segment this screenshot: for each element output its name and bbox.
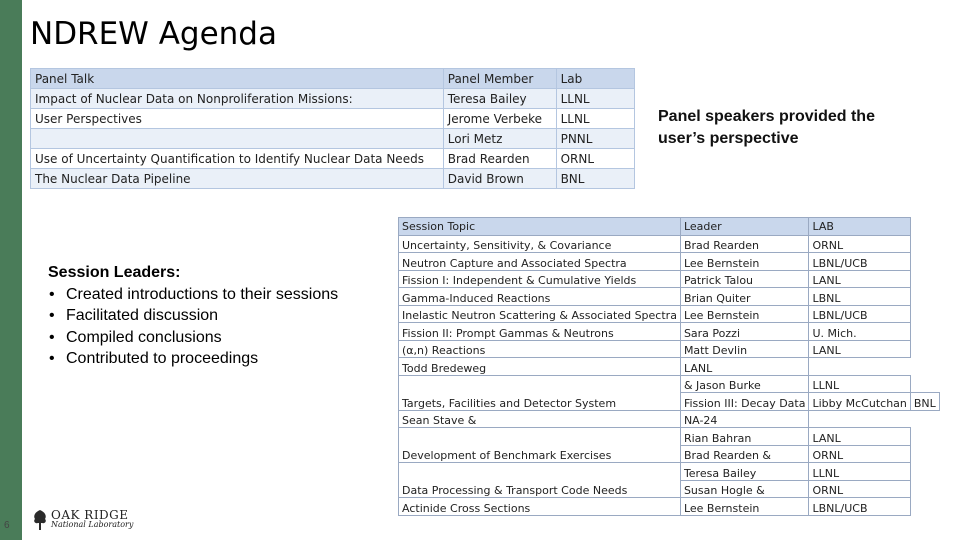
session-cell-lab: LLNL [809,375,910,393]
session-leaders-item: • Contributed to proceedings [48,348,338,370]
session-cell-member: Libby McCutchan [809,393,910,411]
panel-cell-topic: Use of Uncertainty Quantification to Identify Nuclear Data Needs [31,149,444,169]
table-row [31,149,635,169]
session-leaders-block [48,262,338,370]
session-cell-lab: BNL [910,393,939,411]
panel-cell-topic: User Perspectives [31,109,444,129]
session-leaders-item: • Facilitated discussion [48,305,338,327]
session-cell-member: Susan Hogle & [680,480,809,498]
session-leaders-item: • Created introductions to their sessions [48,284,338,306]
session-cell-lab: LBNL/UCB [809,498,910,516]
panel-cell-lab: LLNL [556,89,634,109]
panel-cell-lab: BNL [556,169,634,189]
table-row [399,498,940,516]
table-row [399,358,940,376]
session-cell-topic: (α,n) Reactions [399,340,681,358]
panel-cell-lab: LLNL [556,109,634,129]
session-cell-topic: Development of Benchmark Exercises [399,428,681,463]
slide-number: 6 [4,520,10,531]
session-cell-topic: Uncertainty, Sensitivity, & Covariance [399,235,681,253]
session-leaders-item: • Compiled conclusions [48,327,338,349]
panel-table-body [31,89,635,189]
table-row [31,89,635,109]
session-cell-member: Sara Pozzi [680,323,809,341]
session-cell-member: Teresa Bailey [680,463,809,481]
panel-cell-topic [31,129,444,149]
table-row [399,253,940,271]
session-cell-lab: LLNL [809,463,910,481]
table-row [399,463,940,481]
panel-cell-topic: Impact of Nuclear Data on Nonproliferation Missions: [31,89,444,109]
logo-sub-text: National Laboratory [51,520,134,529]
table-row [399,270,940,288]
table-row [399,305,940,323]
panel-table-header [31,69,635,89]
session-cell-member: Sean Stave & [399,410,681,428]
table-row [399,323,940,341]
session-cell-member: Matt Devlin [680,340,809,358]
session-cell-topic: Data Processing & Transport Code Needs [399,463,681,498]
panel-note: Panel speakers provided the user’s perspective [658,108,875,147]
session-table-body [399,235,940,515]
session-cell-member: Patrick Talou [680,270,809,288]
session-cell-lab: NA-24 [680,410,809,428]
session-cell-member: Lee Bernstein [680,253,809,271]
panel-header-lab: Lab [556,69,634,89]
session-cell-lab: LBNL/UCB [809,253,910,271]
session-cell-topic: Fission II: Prompt Gammas & Neutrons [399,323,681,341]
table-row [399,288,940,306]
session-cell-lab: LBNL [809,288,910,306]
session-table-header [399,218,940,236]
session-cell-topic: Fission I: Independent & Cumulative Yields [399,270,681,288]
table-row [399,428,940,446]
session-cell-member: Lee Bernstein [680,498,809,516]
session-cell-topic: Neutron Capture and Associated Spectra [399,253,681,271]
session-leaders-heading: Session Leaders: [48,264,181,281]
table-row [31,109,635,129]
session-cell-topic: Inelastic Neutron Scattering & Associated Spectra [399,305,681,323]
table-row [31,169,635,189]
session-cell-topic: Gamma-Induced Reactions [399,288,681,306]
session-cell-lab: ORNL [809,480,910,498]
panel-header-member: Panel Member [443,69,556,89]
page-title: NDREW Agenda [30,16,277,52]
panel-cell-member: Teresa Bailey [443,89,556,109]
panel-cell-member: Brad Rearden [443,149,556,169]
table-row [399,375,940,393]
session-cell-member: Todd Bredeweg [399,358,681,376]
panel-cell-topic: The Nuclear Data Pipeline [31,169,444,189]
session-cell-member: Brad Rearden [680,235,809,253]
panel-cell-lab: PNNL [556,129,634,149]
panel-header-topic: Panel Talk [31,69,444,89]
session-cell-lab: LBNL/UCB [809,305,910,323]
session-cell-topic: Targets, Facilities and Detector System [399,375,681,410]
session-cell-member: Brad Rearden & [680,445,809,463]
session-header-topic: Session Topic [399,218,681,236]
session-cell-member: Brian Quiter [680,288,809,306]
session-cell-member: & Jason Burke [680,375,809,393]
session-header-lab: LAB [809,218,910,236]
oak-ridge-logo [32,508,133,532]
table-row [31,129,635,149]
session-cell-lab: LANL [680,358,809,376]
panel-table [30,68,635,189]
session-cell-lab: U. Mich. [809,323,910,341]
session-cell-lab: LANL [809,428,910,446]
session-cell-lab: LANL [809,270,910,288]
session-cell-member: Rian Bahran [680,428,809,446]
logo-main-text: OAK RIDGE [51,508,129,522]
table-row [399,340,940,358]
table-row [399,235,940,253]
panel-cell-member: Jerome Verbeke [443,109,556,129]
panel-cell-member: David Brown [443,169,556,189]
table-row [399,410,940,428]
session-cell-lab: ORNL [809,445,910,463]
session-cell-lab: LANL [809,340,910,358]
panel-cell-lab: ORNL [556,149,634,169]
session-header-member: Leader [680,218,809,236]
session-cell-topic: Actinide Cross Sections [399,498,681,516]
session-leaders-list [48,284,338,370]
session-cell-lab: ORNL [809,235,910,253]
session-table [398,217,940,516]
panel-cell-member: Lori Metz [443,129,556,149]
session-cell-member: Lee Bernstein [680,305,809,323]
sidebar-accent-bar [0,0,22,540]
oak-tree-icon [32,509,48,531]
session-cell-topic: Fission III: Decay Data [680,393,809,411]
